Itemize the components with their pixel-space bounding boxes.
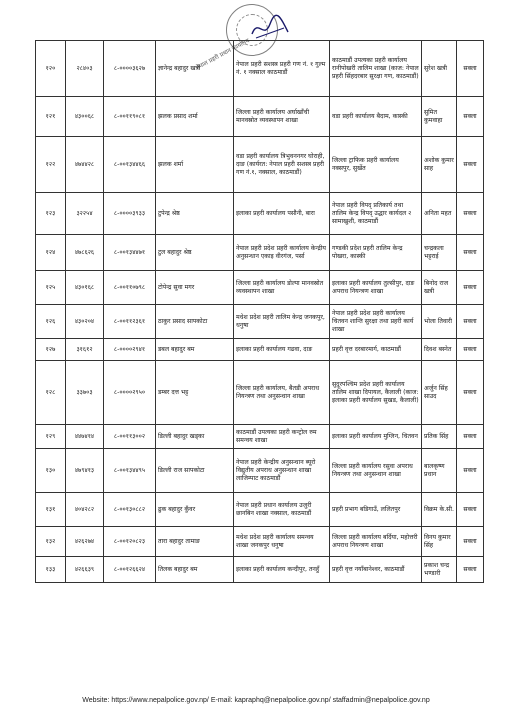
- cell-name: झलक शर्मा: [156, 137, 234, 193]
- cell-id: ४३०१६८: [66, 271, 104, 305]
- cell-id: ३१६१२: [66, 339, 104, 361]
- cell-name: टुल बहादुर श्रेष्ठ: [156, 235, 234, 271]
- cell-to: जिल्ला ट्राफिक प्रहरी कार्यालय नक्सपुर, सुर्खेत: [330, 137, 422, 193]
- table-row: [36, 425, 484, 449]
- table-row: [36, 361, 484, 425]
- cell-rel: प्रतिक सिंह: [422, 425, 457, 449]
- cell-office: जिल्ला प्रहरी कार्यालय अर्घाखाँची मानवस्रोत व्यवस्थापन शाखा: [234, 97, 330, 137]
- cell-sn: १२८: [36, 361, 66, 425]
- cell-name: डिल्ली बहादुर खड्का: [156, 425, 234, 449]
- cell-to: काठमाडौं उपत्यका प्रहरी कार्यालय रानीपोखरी तालिम शाखा (काज: नेपाल प्रहरी सिंहदरबार सुरक्षा गण, काठमाडौं): [330, 41, 422, 97]
- cell-to: जिल्ला प्रहरी कार्यालय रसुवा अपराध नियन्त्रण तथा अनुसन्धान शाखा: [330, 449, 422, 493]
- table-row: [36, 193, 484, 235]
- cell-status: सक्ला: [457, 339, 484, 361]
- cell-sn: १२२: [36, 137, 66, 193]
- cell-code: ८-००१२०८२३: [104, 527, 156, 557]
- table-row: [36, 305, 484, 339]
- cell-to: सुदूरपश्चिम प्रदेश प्रहरी कार्यालय तालिम शाखा दिपायल, कैलाली (काज: इलाका प्रहरी कार्यालय सुखड, कैलाली): [330, 361, 422, 425]
- cell-office: नेपाल प्रहरी प्रदेश प्रहरी कार्यालय केन्द्रीय अनुसन्धान एकाइ वीरगंज, पर्सा: [234, 235, 330, 271]
- table-row: [36, 557, 484, 583]
- cell-status: सक्ला: [457, 449, 484, 493]
- cell-to: प्रहरी वृत्त दरबारमार्ग, काठमाडौं: [330, 339, 422, 361]
- cell-office: इलाका प्रहरी कार्यालय गढवा, दाङ: [234, 339, 330, 361]
- table-row: [36, 97, 484, 137]
- cell-status: सक्ला: [457, 41, 484, 97]
- cell-to: जिल्ला प्रहरी कार्यालय बर्दिया, महोत्तरी अपराध नियन्त्रण शाखा: [330, 527, 422, 557]
- cell-to: प्रहरी वृत्त नयाँबानेश्वर, काठमाडौं: [330, 557, 422, 583]
- cell-code: ८-००१३४४७१: [104, 235, 156, 271]
- cell-office: नेपाल प्रहरी प्रधान कार्यालय उजुरी छानबिन शाखा नक्साल, काठमाडौं: [234, 493, 330, 527]
- cell-code: ८-००००२९५०: [104, 361, 156, 425]
- cell-status: सक्ला: [457, 235, 484, 271]
- transfer-table: [35, 40, 484, 583]
- table-row: [36, 527, 484, 557]
- cell-to: वडा प्रहरी कार्यालय बैदाम, कास्की: [330, 97, 422, 137]
- cell-office: वडा प्रहरी कार्यालय त्रिभुवननगर घोराही, दाङ (कार्यरत: नेपाल प्रहरी सशस्त्र प्रहरी गण नं.१, नक्साल, काठमाडौं): [234, 137, 330, 193]
- cell-to: इलाका प्रहरी कार्यालय तुल्सीपुर, दाङ अपराध नियन्त्रण शाखा: [330, 271, 422, 305]
- cell-name: ठाकुर प्रसाद सापकोटा: [156, 305, 234, 339]
- cell-rel: भोला तिवारी: [422, 305, 457, 339]
- cell-status: सक्ला: [457, 527, 484, 557]
- table-row: [36, 271, 484, 305]
- cell-id: ४२६६३९: [66, 557, 104, 583]
- signature-mark: [250, 14, 290, 42]
- cell-to: गण्डकी प्रदेश प्रहरी तालिम केन्द्र पोखरा, कास्की: [330, 235, 422, 271]
- cell-rel: सुरेश खत्री: [422, 41, 457, 97]
- cell-rel: दिवश बस्नेत: [422, 339, 457, 361]
- cell-code: ८-००१३०८८२: [104, 493, 156, 527]
- cell-code: ८-००१३४४९५: [104, 449, 156, 493]
- cell-id: ४७८६२६: [66, 235, 104, 271]
- table-row: [36, 493, 484, 527]
- cell-code: ८-००१३४४६६: [104, 137, 156, 193]
- cell-code: ८-००००३६२७: [104, 41, 156, 97]
- cell-name: टोपेन्द्र सुवा मगर: [156, 271, 234, 305]
- cell-code: ८-००१२६६२४: [104, 557, 156, 583]
- table-row: [36, 137, 484, 193]
- cell-to: प्रहरी प्रभाग बडिगाउँ, ललितपुर: [330, 493, 422, 527]
- cell-code: ८-००००३९३३: [104, 193, 156, 235]
- cell-code: ८-००११३००२: [104, 425, 156, 449]
- cell-status: सक्ला: [457, 97, 484, 137]
- cell-code: ८-००११९०८१: [104, 97, 156, 137]
- cell-office: मधेश प्रदेश प्रहरी तालिम केन्द्र जनकपुर, धनुषा: [234, 305, 330, 339]
- cell-status: सक्ला: [457, 425, 484, 449]
- cell-office: जिल्ला प्रहरी कार्यालय डोल्पा मानवस्रोत व्यवस्थापन शाखा: [234, 271, 330, 305]
- cell-sn: १२५: [36, 271, 66, 305]
- cell-office: मधेश प्रदेश प्रहरी कार्यालय समन्वय शाखा जनकपुर धनुषा: [234, 527, 330, 557]
- cell-status: सक्ला: [457, 361, 484, 425]
- cell-code: ८-००११०७९८: [104, 271, 156, 305]
- table-row: [36, 235, 484, 271]
- cell-rel: अर्जुन सिंह साउद: [422, 361, 457, 425]
- cell-rel: बिनोद राज खत्री: [422, 271, 457, 305]
- cell-id: ४०४२८२: [66, 493, 104, 527]
- cell-sn: १२७: [36, 339, 66, 361]
- cell-name: ढुक बहादुर कुँवर: [156, 493, 234, 527]
- cell-sn: १२०: [36, 41, 66, 97]
- cell-office: इलाका प्रहरी कार्यालय कन्दीपुर, तनहुँ: [234, 557, 330, 583]
- cell-rel: विनय कुमार सिंह: [422, 527, 457, 557]
- cell-sn: १२१: [36, 97, 66, 137]
- cell-name: डबल बहादुर बम: [156, 339, 234, 361]
- cell-office: इलाका प्रहरी कार्यालय पसौनी, बारा: [234, 193, 330, 235]
- footer-contact: Website: https://www.nepalpolice.gov.np/ E-mail: kapraphq@nepalpolice.gov.np/ staffadmin@nepalpolice.gov.np: [82, 697, 430, 704]
- cell-id: ४३००६८: [66, 97, 104, 137]
- cell-to: नेपाल प्रहरी प्रदेश प्रहरी कार्यालय चितवन शान्ति सुरक्षा तथा प्रहरी कार्य शाखा: [330, 305, 422, 339]
- cell-id: ३३७०३: [66, 361, 104, 425]
- cell-sn: १३३: [36, 557, 66, 583]
- cell-id: ४७४४२८: [66, 137, 104, 193]
- cell-id: ३२२५४: [66, 193, 104, 235]
- cell-office: नेपाल प्रहरी केन्द्रीय अनुसन्धान ब्यूरो विद्युतीय अपराध अनुसन्धान शाखा लाजिम्पाट काठमाडौं: [234, 449, 330, 493]
- cell-name: तिलक बहादुर बम: [156, 557, 234, 583]
- cell-sn: १२३: [36, 193, 66, 235]
- cell-rel: प्रकाश चन्द्र भण्डारी: [422, 557, 457, 583]
- cell-id: ४३०२०४: [66, 305, 104, 339]
- cell-sn: १२४: [36, 235, 66, 271]
- table-row: [36, 41, 484, 97]
- cell-status: सक्ला: [457, 193, 484, 235]
- cell-name: टुपेन्द्र श्रेष्ठ: [156, 193, 234, 235]
- cell-status: सक्ला: [457, 493, 484, 527]
- cell-name: तारा बहादुर तामाङ: [156, 527, 234, 557]
- cell-sn: १२९: [36, 425, 66, 449]
- cell-rel: अशोक कुमार साह: [422, 137, 457, 193]
- cell-rel: चन्द्रकला भट्टराई: [422, 235, 457, 271]
- cell-status: सक्ला: [457, 557, 484, 583]
- cell-status: सक्ला: [457, 271, 484, 305]
- cell-id: २८४०३: [66, 41, 104, 97]
- cell-name: झलक प्रसाद शर्मा: [156, 97, 234, 137]
- cell-rel: बालकृष्ण प्रधान: [422, 449, 457, 493]
- cell-status: सक्ला: [457, 305, 484, 339]
- cell-id: ४२६२७४: [66, 527, 104, 557]
- cell-id: ४७९४१३: [66, 449, 104, 493]
- cell-to: नेपाल प्रहरी विपद् प्रतिकार्य तथा तालिम केन्द्र विपद् उद्धार कार्यदल २ सामाखुशी, काठमाडौं: [330, 193, 422, 235]
- cell-code: ८-००००२९४१: [104, 339, 156, 361]
- table-row: [36, 449, 484, 493]
- cell-id: ४४७४१४: [66, 425, 104, 449]
- cell-office: जिल्ला प्रहरी कार्यालय, बैतडी अपराध नियन्त्रण तथा अनुसन्धान शाखा: [234, 361, 330, 425]
- table-row: [36, 339, 484, 361]
- seal-text: नेपाल प्रहरी प्रधान कार्यालय: [195, 37, 251, 72]
- cell-rel: सुमित कुमवाहा: [422, 97, 457, 137]
- cell-code: ८-००११२३६१: [104, 305, 156, 339]
- cell-sn: १३१: [36, 493, 66, 527]
- cell-status: सक्ला: [457, 137, 484, 193]
- cell-rel: विक्रम के.सी.: [422, 493, 457, 527]
- cell-rel: अनिता महत: [422, 193, 457, 235]
- cell-name: डिल्ली राज सापकोटा: [156, 449, 234, 493]
- cell-office: नेपाल प्रहरी सशस्त्र प्रहरी गण नं. १ गुल्म नं. १ नक्साल काठमाडौं: [234, 41, 330, 97]
- cell-office: काठमाडौं उपत्यका प्रहरी कन्ट्रोल रुम समन्वय शाखा: [234, 425, 330, 449]
- cell-sn: १३२: [36, 527, 66, 557]
- cell-name: डम्बर दत्त भट्ट: [156, 361, 234, 425]
- cell-sn: १२६: [36, 305, 66, 339]
- cell-name: ज्ञानेन्द्र बहादुर खत्री: [156, 41, 234, 97]
- cell-to: इलाका प्रहरी कार्यालय मुग्लिन, चितवन: [330, 425, 422, 449]
- cell-sn: १३०: [36, 449, 66, 493]
